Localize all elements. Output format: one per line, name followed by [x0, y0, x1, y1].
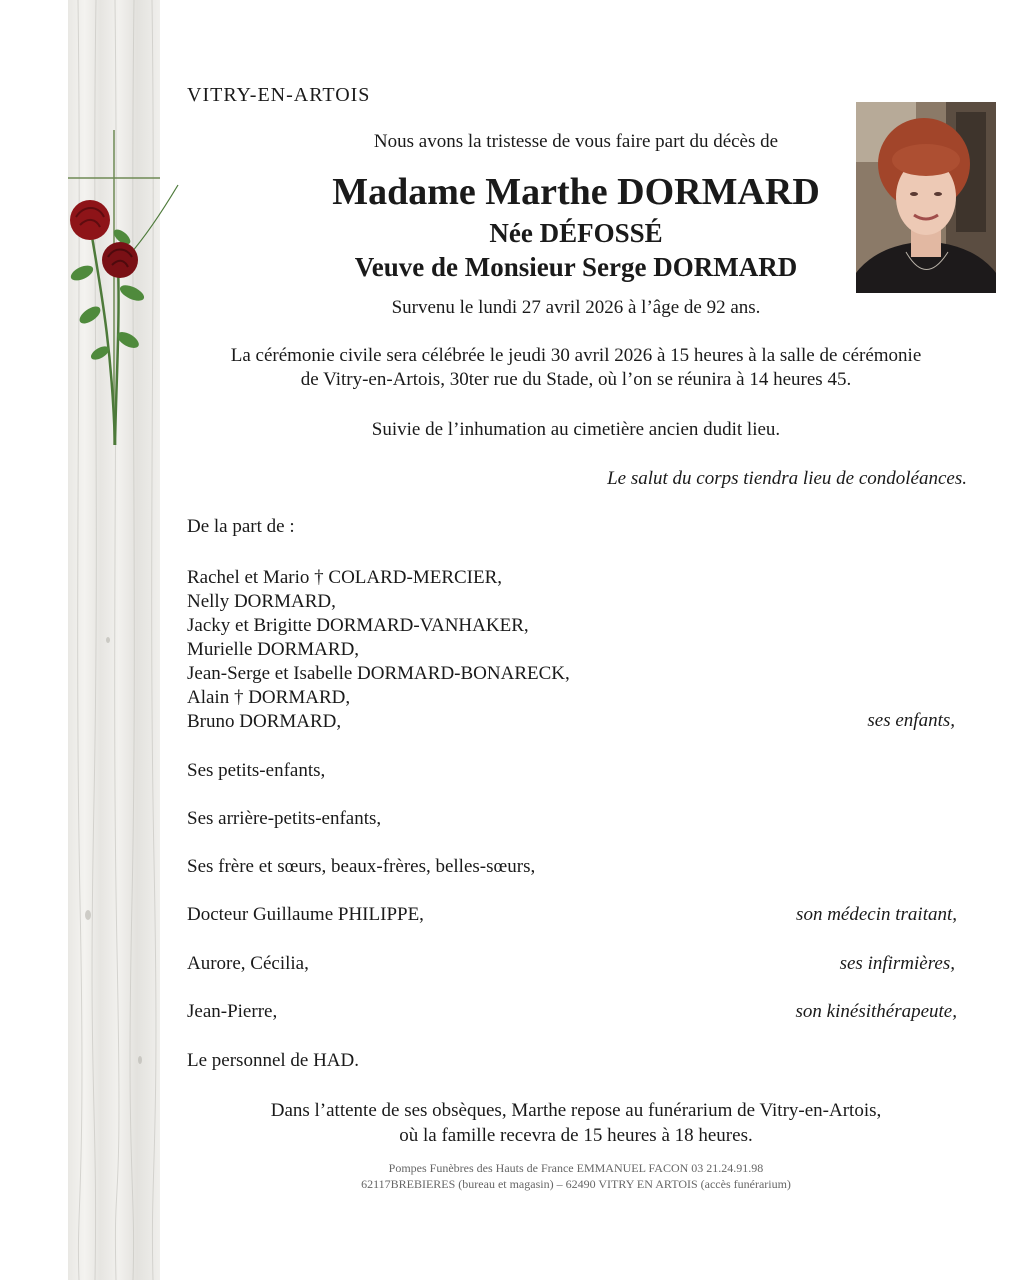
ceremony-info: [160, 344, 992, 392]
city-heading: VITRY-EN-ARTOIS: [187, 84, 371, 106]
ceremony-line-1: La cérémonie civile sera célébrée le jeudi 30 avril 2026 à 15 heures à la salle de cérémonie: [230, 345, 922, 366]
burial-info: Suivie de l’inhumation au cimetière ancien dudit lieu.: [371, 419, 781, 440]
ceremony-line-2: de Vitry-en-Artois, 30ter rue du Stade, où l’on se réunira à 14 heures 45.: [300, 369, 852, 390]
list-item: Bruno DORMARD,: [187, 711, 342, 732]
doctor-line: Docteur Guillaume PHILIPPE,: [187, 904, 424, 925]
siblings-line: Ses frère et sœurs, beaux-frères, belles-sœurs,: [187, 856, 536, 877]
closing-line-1: Dans l’attente de ses obsèques, Marthe repose au funérarium de Vitry-en-Artois,: [270, 1100, 882, 1121]
list-item: Murielle DORMARD,: [187, 639, 360, 660]
intro-text: Nous avons la tristesse de vous faire part du décès de: [373, 131, 779, 152]
footer-line-2: 62117BREBIERES (bureau et magasin) – 62490 VITRY EN ARTOIS (accès funérarium): [361, 1177, 791, 1191]
condolences-note: Le salut du corps tiendra lieu de condoléances.: [607, 468, 967, 489]
from-heading: De la part de :: [187, 516, 295, 537]
list-item: Jean-Serge et Isabelle DORMARD-BONARECK,: [187, 663, 570, 684]
physio-line: Jean-Pierre,: [187, 1001, 278, 1022]
list-item: Alain † DORMARD,: [187, 687, 351, 708]
grandchildren-line: Ses petits-enfants,: [187, 760, 326, 781]
had-line: Le personnel de HAD.: [187, 1050, 360, 1071]
physio-label: son kinésithérapeute,: [795, 1001, 957, 1022]
children-label: ses enfants,: [867, 710, 955, 731]
list-item: Rachel et Mario † COLARD-MERCIER,: [187, 567, 503, 588]
list-item: Jacky et Brigitte DORMARD-VANHAKER,: [187, 615, 529, 636]
footer-line-1: Pompes Funèbres des Hauts de France EMMANUEL FACON 03 21.24.91.98: [388, 1161, 764, 1175]
portrait-illustration: [856, 102, 996, 293]
list-item: Nelly DORMARD,: [187, 591, 336, 612]
closing-text: [160, 1098, 992, 1148]
widow-of: Veuve de Monsieur Serge DORMARD: [354, 252, 798, 282]
nurses-line: Aurore, Cécilia,: [187, 953, 309, 974]
deceased-name: Madame Marthe DORMARD: [332, 171, 820, 213]
funeral-home-footer: [160, 1160, 992, 1192]
children-list: [187, 566, 570, 734]
death-date: Survenu le lundi 27 avril 2026 à l’âge de 92 ans.: [391, 297, 761, 318]
nurses-label: ses infirmières,: [839, 953, 955, 974]
portrait-photo: [856, 102, 996, 293]
doctor-label: son médecin traitant,: [796, 904, 957, 925]
great-grandchildren-line: Ses arrière-petits-enfants,: [187, 808, 382, 829]
closing-line-2: où la famille recevra de 15 heures à 18 heures.: [399, 1125, 753, 1146]
maiden-name: Née DÉFOSSÉ: [489, 218, 663, 248]
